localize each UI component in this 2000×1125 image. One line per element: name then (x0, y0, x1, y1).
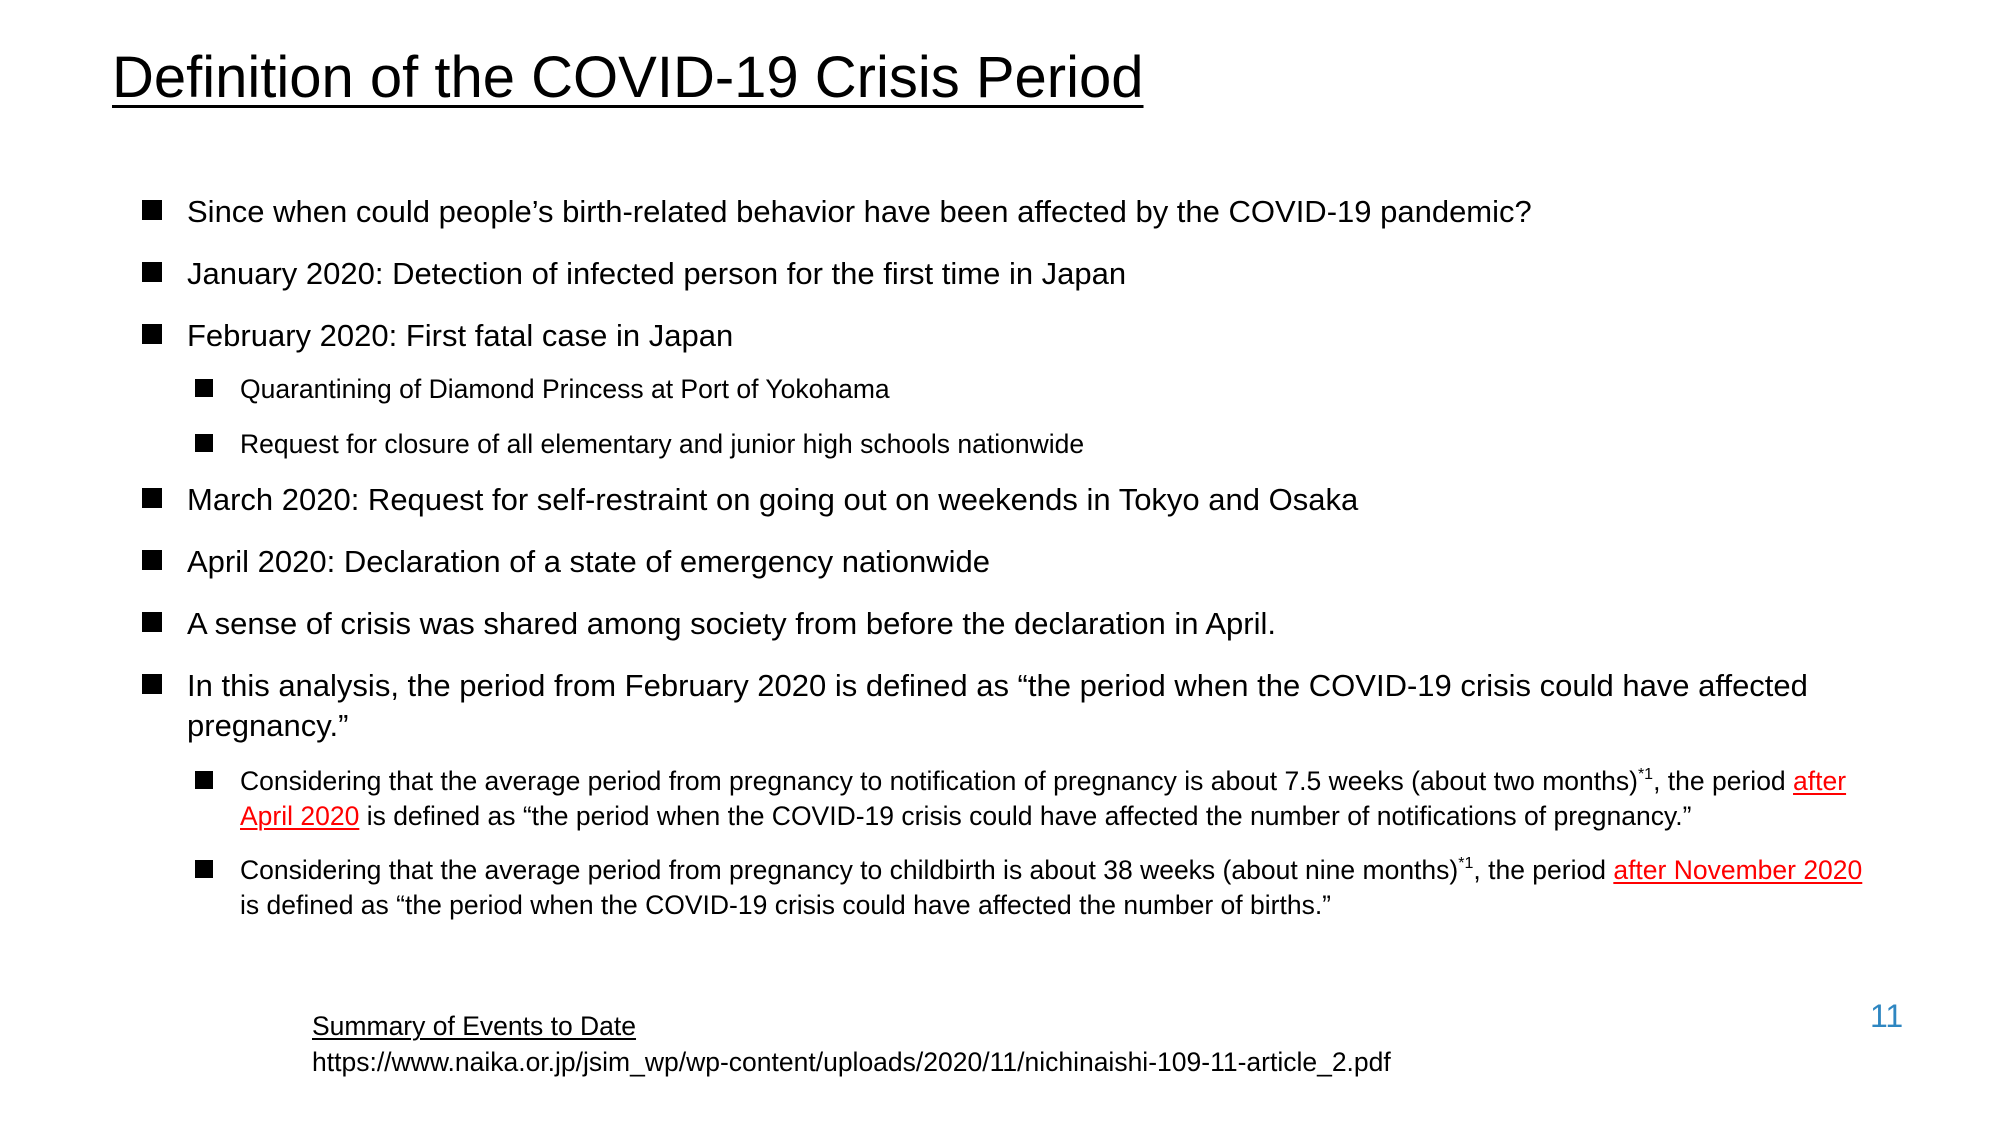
bullet-text: March 2020: Request for self-restraint on going out on weekends in Tokyo and Osaka (187, 482, 1359, 517)
square-bullet-icon (195, 434, 213, 452)
sub-bullet-item (193, 427, 1880, 462)
highlight-link[interactable]: after November 2020 (1613, 855, 1863, 885)
bullet-item (140, 254, 1880, 294)
sub-bullet-item (193, 764, 1880, 834)
footnote-marker: *1 (1637, 766, 1654, 783)
text-fragment: , the period (1473, 855, 1614, 885)
bullet-list (140, 192, 1880, 942)
bullet-text: January 2020: Detection of infected person for the first time in Japan (187, 256, 1127, 291)
square-bullet-icon (142, 262, 162, 282)
square-bullet-icon (142, 488, 162, 508)
page-number: 11 (1870, 998, 1904, 1034)
square-bullet-icon (142, 674, 162, 694)
sub-bullet-text: Quarantining of Diamond Princess at Port of Yokohama (240, 374, 890, 404)
text-fragment: , the period (1653, 766, 1794, 796)
sub-bullet-text (240, 855, 1862, 920)
bullet-text: February 2020: First fatal case in Japan (187, 318, 734, 353)
source-url[interactable]: https://www.naika.or.jp/jsim_wp/wp-content/uploads/2020/11/nichinaishi-109-11-article_2.pdf (312, 1047, 1391, 1077)
bullet-item (140, 666, 1880, 746)
sub-bullet-item (193, 853, 1880, 923)
source-block (312, 1008, 1391, 1080)
square-bullet-icon (142, 550, 162, 570)
square-bullet-icon (195, 860, 213, 878)
bullet-item (140, 316, 1880, 356)
square-bullet-icon (142, 324, 162, 344)
sub-bullet-text: Request for closure of all elementary and junior high schools nationwide (240, 429, 1085, 459)
bullet-text: In this analysis, the period from February 2020 is defined as “the period when the COVID-19 crisis could have affected pregnancy.” (187, 668, 1808, 743)
highlight-link[interactable]: after April 2020 (240, 766, 1847, 831)
square-bullet-icon (195, 771, 213, 789)
text-fragment: is defined as “the period when the COVID-19 crisis could have affected the number of notifications of pregnancy.” (359, 801, 1692, 831)
bullet-item (140, 542, 1880, 582)
source-title[interactable]: Summary of Events to Date (312, 1011, 637, 1041)
square-bullet-icon (142, 612, 162, 632)
bullet-text: Since when could people’s birth-related behavior have been affected by the COVID-19 pandemic? (187, 194, 1532, 229)
square-bullet-icon (195, 379, 213, 397)
bullet-item (140, 480, 1880, 520)
bullet-text: April 2020: Declaration of a state of emergency nationwide (187, 544, 991, 579)
footnote-marker: *1 (1458, 855, 1474, 872)
sub-bullet-item (193, 372, 1880, 407)
bullet-item (140, 192, 1880, 232)
sub-bullet-text (240, 766, 1846, 831)
bullet-item (140, 604, 1880, 644)
text-fragment: Considering that the average period from pregnancy to childbirth is about 38 weeks (about nine months) (240, 855, 1459, 885)
square-bullet-icon (142, 200, 162, 220)
text-fragment: is defined as “the period when the COVID-19 crisis could have affected the number of births.” (240, 890, 1332, 920)
slide-title: Definition of the COVID-19 Crisis Period (112, 45, 1144, 110)
text-fragment: Considering that the average period from pregnancy to notification of pregnancy is about 7.5 weeks (about two months) (240, 766, 1638, 796)
bullet-text: A sense of crisis was shared among society from before the declaration in April. (187, 606, 1276, 641)
